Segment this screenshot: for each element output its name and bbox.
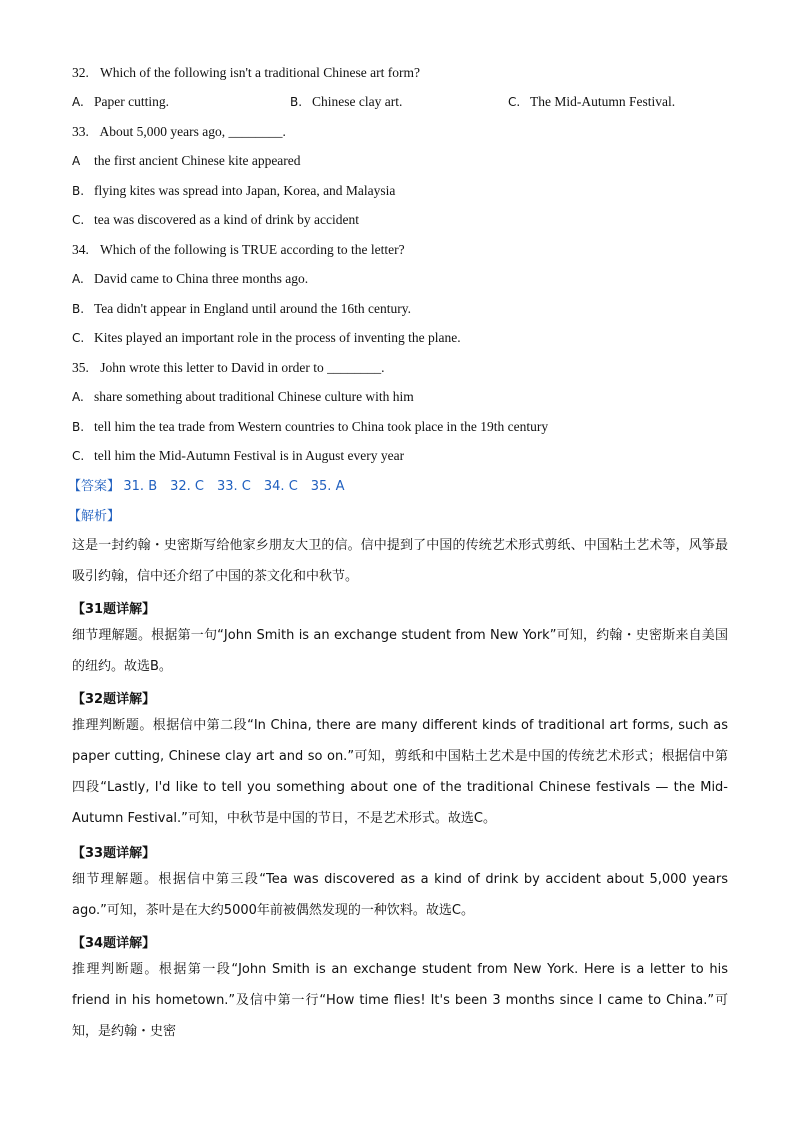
option-c: C. Kites played an important role in the process of inventing the plane. xyxy=(72,330,461,345)
option-b: B. Chinese clay art. xyxy=(290,94,403,109)
option-a: A. share something about traditional Chinese culture with him xyxy=(72,389,414,404)
question-35 xyxy=(72,359,384,377)
analysis-line xyxy=(68,507,120,526)
detail-33-heading: 【33题详解】 xyxy=(72,846,156,861)
question-text: Which of the following is TRUE according to the letter? xyxy=(100,242,405,257)
analysis-intro: 这是一封约翰・史密斯写给他家乡朋友大卫的信。信中提到了中国的传统艺术形式剪纸、中国粘土艺术等，风筝最吸引约翰，信中还介绍了中国的茶文化和中秋节。 xyxy=(72,538,728,584)
answer-line xyxy=(68,477,344,496)
option-b: B. flying kites was spread into Japan, Korea, and Malaysia xyxy=(72,183,396,198)
option-a: A. David came to China three months ago. xyxy=(72,271,309,286)
question-text: John wrote this letter to David in order to ________. xyxy=(100,360,385,375)
option-c: C. tell him the Mid-Autumn Festival is in August every year xyxy=(72,448,405,463)
detail-31-heading: 【31题详解】 xyxy=(72,602,156,617)
answer-text: 31. B 32. C 33. C 34. C 35. A xyxy=(123,479,345,494)
question-34 xyxy=(72,241,405,259)
detail-34-heading: 【34题详解】 xyxy=(72,936,156,951)
option-b: B. Tea didn't appear in England until around the 16th century. xyxy=(72,301,412,316)
question-32 xyxy=(72,64,420,82)
analysis-label: 【解析】 xyxy=(68,509,121,524)
detail-32-heading: 【32题详解】 xyxy=(72,692,156,707)
question-33 xyxy=(72,123,286,141)
detail-33-text: 细节理解题。根据信中第三段“Tea was discovered as a kind of drink by accident about 5,000 years ago.”可知，茶叶是在大约5000年前被偶然发现的一种饮料。故选C。 xyxy=(72,872,728,918)
option-b: B. tell him the tea trade from Western countries to China took place in the 19th century xyxy=(72,419,549,434)
question-number: 33. xyxy=(72,124,89,139)
question-number: 35. xyxy=(72,360,89,375)
answer-label: 【答案】 xyxy=(68,479,121,494)
detail-32-text: 推理判断题。根据信中第二段“In China, there are many different kinds of traditional art forms, such as paper cutting, Chinese clay art and so on.”可知，剪纸和中国粘土艺术是中国的传统艺术形式；根据信中第四段“Lastly, I'd like to tell you something about one of the traditional Chinese festivals — the Mid-Autumn Festival.”可知，中秋节是中国的节日，不是艺术形式。故选C。 xyxy=(72,718,728,826)
question-number: 34. xyxy=(72,242,89,257)
question-text: About 5,000 years ago, ________. xyxy=(99,124,286,139)
detail-31-text: 细节理解题。根据第一句“John Smith is an exchange student from New York”可知，约翰・史密斯来自美国的纽约。故选B。 xyxy=(72,628,728,674)
question-number: 32. xyxy=(72,65,89,80)
option-a: A the first ancient Chinese kite appeared xyxy=(72,153,301,168)
question-text: Which of the following isn't a traditional Chinese art form? xyxy=(100,65,420,80)
option-c: C. tea was discovered as a kind of drink by accident xyxy=(72,212,360,227)
detail-34-text: 推理判断题。根据第一段“John Smith is an exchange student from New York. Here is a letter to his friend in his hometown.”及信中第一行“How time flies! It's been 3 months since I came to China.”可知，是约翰・史密 xyxy=(72,962,728,1039)
option-a: A. Paper cutting. xyxy=(72,94,169,109)
option-c: C. The Mid-Autumn Festival. xyxy=(508,94,676,109)
